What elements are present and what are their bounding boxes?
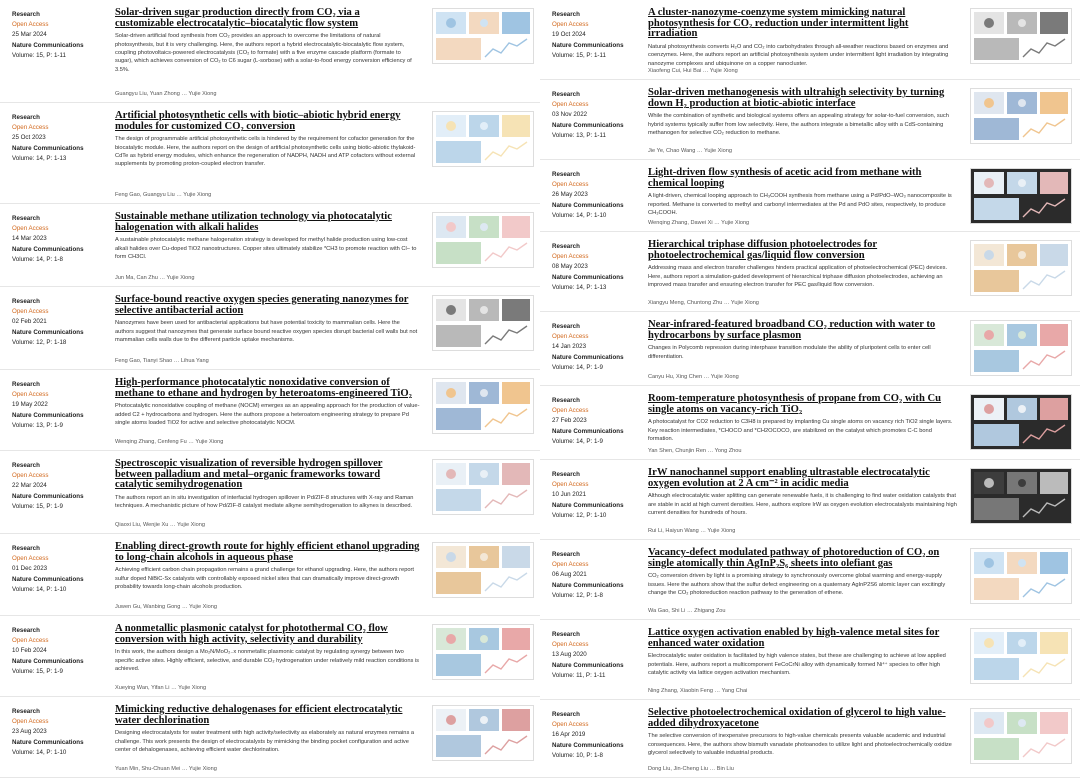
- article-title-link[interactable]: Sustainable methane utilization technology via photocatalytic halogenation with alkali halides: [115, 211, 392, 233]
- article-card: [540, 540, 1080, 620]
- article-authors: Qiaoxi Liu, Wenjie Xu … Yujie Xiong: [115, 522, 205, 528]
- open-access-label: Open Access: [552, 407, 589, 415]
- article-type: Research: [552, 631, 580, 638]
- open-access-label: Open Access: [12, 21, 49, 29]
- article-title-link[interactable]: Lattice oxygen activation enabled by high-valence metal sites for enhanced water oxidation: [648, 627, 940, 649]
- publication-date: 02 Feb 2021: [12, 318, 47, 326]
- article-description: Although electrocatalytic water splitting can generate renewable fuels, it is challenging to find water oxidation catalysts that are stable in acid at high current densities. Here, authors explore IrW as oxygen evolution electrocatalysts maintaining high current densities for hundreds of hours.: [648, 493, 957, 516]
- open-access-label: Open Access: [552, 721, 589, 729]
- article-authors: Canyu Hu, Xing Chen … Yujie Xiong: [648, 374, 739, 380]
- article-content: [648, 548, 958, 597]
- article-content: [648, 468, 958, 517]
- article-authors: Yuan Min, Shu-Chuan Mei … Yujie Xiong: [115, 766, 217, 772]
- article-card: [540, 460, 1080, 540]
- article-thumbnail[interactable]: [432, 705, 534, 761]
- article-title-link[interactable]: A cluster-nanozyme-coenzyme system mimicking natural photosynthesis for CO₂ reduction under intermittent light irradiation: [648, 7, 909, 40]
- article-meta: [552, 170, 647, 221]
- article-thumbnail[interactable]: [970, 708, 1072, 764]
- article-authors: Xiangyu Meng, Chuntong Zhu … Yujie Xiong: [648, 300, 759, 306]
- open-access-label: Open Access: [552, 21, 589, 29]
- publication-date: 10 Feb 2024: [12, 647, 47, 655]
- article-card: [540, 160, 1080, 232]
- publication-date: 22 Mar 2024: [12, 482, 47, 490]
- article-title-link[interactable]: Near-infrared-featured broadband CO₂ reduction with water to hydrocarbons by surface plasmon: [648, 319, 936, 341]
- article-title-link[interactable]: Enabling direct-growth route for highly efficient ethanol upgrading to long-chain alcohols in aqueous phase: [115, 541, 420, 563]
- article-title-link[interactable]: Room-temperature photosynthesis of propane from CO₂ with Cu single atoms on vacancy-rich TiO₂: [648, 393, 942, 415]
- article-description: A light-driven, chemical looping approach to CH₃COOH synthesis from methane using a Pd/PdO–WO₃ nanocomposite is reported. Methane is converted to methyl and carbonyl intermediates at the Pd and PdO sites, respectively, to produce CH₃COOH.: [648, 193, 952, 216]
- article-thumbnail[interactable]: [970, 548, 1072, 604]
- article-authors: Xueying Wan, Yifan Li … Yujie Xiong: [115, 685, 207, 691]
- article-meta: [552, 396, 647, 447]
- article-title-link[interactable]: Light-driven flow synthesis of acetic acid from methane with chemical looping: [648, 167, 922, 189]
- article-content: [648, 708, 958, 757]
- publication-date: 19 May 2022: [12, 401, 48, 409]
- article-meta: [552, 242, 647, 293]
- article-meta: [552, 10, 647, 61]
- article-type: Research: [552, 711, 580, 718]
- article-authors: Wa Gao, Shi Li … Zhigang Zou: [648, 608, 726, 614]
- article-title-link[interactable]: A nonmetallic plasmonic catalyst for photothermal CO₂ flow conversion with high activity, selectivity and durability: [115, 623, 388, 645]
- article-title-link[interactable]: Hierarchical triphase diffusion photoelectrodes for photoelectrochemical gas/liquid flow conversion: [648, 239, 878, 261]
- article-card: [0, 697, 540, 778]
- article-type: Research: [12, 462, 40, 469]
- article-type: Research: [552, 471, 580, 478]
- article-type: Research: [552, 397, 580, 404]
- article-meta: [12, 544, 107, 595]
- journal-name: Nature Communications: [12, 492, 84, 500]
- article-description: CO₂ conversion driven by light is a promising strategy to synchronously overcome global warming and energy-supply issues. Here the authors show that the sulfur defect engineering on a quaternary AgInP2S6 atomic layer can excitingly change the CO₂ photoreduction reaction pathway to the generation of ethene.: [648, 573, 946, 596]
- article-card: [540, 620, 1080, 700]
- article-description: The design of programmable artificial photosynthetic cells is hindered by the requirement for cofactor generation for the biocatalytic module. Here, the authors report on the design of artificial photosynthetic cells using biotic-abiotic thylakoid-CdTe as hybrid energy modules, which enhance the regeneration of NADPH, NADH and ATP cofactors without external supplements by promoting proton-coupled electron transfer.: [115, 136, 416, 168]
- article-description: While the combination of synthetic and biological systems offers an appealing strategy for solar-to-fuel conversion, such hybrid systems typically suffer from low selectivity. Here, the authors integrate a bimetallic alloy with a CdS-containing methanogen for selective CO₂ reduction to methane.: [648, 113, 949, 136]
- volume-pages: Volume: 13, P: 1-9: [12, 421, 63, 429]
- article-authors: Juwen Gu, Wanbing Gong … Yujie Xiong: [115, 604, 217, 610]
- open-access-label: Open Access: [12, 225, 49, 233]
- journal-name: Nature Communications: [12, 657, 84, 665]
- article-type: Research: [552, 11, 580, 18]
- journal-name: Nature Communications: [552, 121, 624, 129]
- article-meta: [552, 322, 647, 373]
- article-type: Research: [552, 243, 580, 250]
- article-authors: Jie Ye, Chao Wang … Yujie Xiong: [648, 148, 732, 154]
- article-card: [540, 386, 1080, 460]
- article-authors: Feng Gao, Tianyi Shao … Lihua Yang: [115, 358, 209, 364]
- open-access-label: Open Access: [552, 181, 589, 189]
- right-column: [540, 0, 1080, 778]
- open-access-label: Open Access: [12, 391, 49, 399]
- article-card: [0, 370, 540, 451]
- article-thumbnail[interactable]: [432, 624, 534, 680]
- publication-date: 03 Nov 2022: [552, 111, 588, 119]
- article-thumbnail[interactable]: [432, 212, 534, 268]
- article-description: Addressing mass and electron transfer challenges hinders practical application of photoelectrochemical (PEC) devices. Here, authors report a simulation-guided development of hierarchical triphase diffusion photoelectrodes, achieving an improved mass transfer and ensuring electron transfer for PEC gas/liquid flow conversion.: [648, 265, 948, 288]
- article-description: Designing electrocatalysts for water treatment with high activity/selectivity as elaborately as natural enzymes remains a challenge. This work presents the design of electrocatalysts by mimicking the binding pocket configuration and active center of dehalogenases, achieving efficient water dechlorination.: [115, 730, 415, 753]
- publication-date: 27 Feb 2023: [552, 417, 587, 425]
- open-access-label: Open Access: [552, 253, 589, 261]
- journal-name: Nature Communications: [552, 41, 624, 49]
- journal-name: Nature Communications: [552, 501, 624, 509]
- article-content: [648, 168, 958, 217]
- article-description: Solar-driven artificial food synthesis from CO₂ provides an approach to overcome the limitations of natural photosynthesis, but it is very challenging. Here, the authors report a hybrid electrocatalytic-biocatalytic flow system, coupling photovoltaics-powered electrocatalysis (CO₂ to formate) with a five enzyme cascade platform (formate to sugar), which achieves conversion of CO₂ to C6 sugar (L-sorbose) with a solar-to-food energy conversion efficiency of 3.5%.: [115, 33, 412, 73]
- article-title-link[interactable]: Selective photoelectrochemical oxidation of glycerol to high value-added dihydroxyacetone: [648, 707, 946, 729]
- article-meta: [552, 710, 647, 761]
- article-description: Natural photosynthesis converts H₂O and CO₂ into carbohydrates through all-weather reactions based on enzymes and coenzymes. Here, the authors report an artificial photosynthesis system under intermittent light irradiation by integrating nanozyme complexes and ubiquinone on a copper nanocluster.: [648, 43, 949, 67]
- article-thumbnail[interactable]: [970, 240, 1072, 296]
- article-type: Research: [552, 91, 580, 98]
- article-thumbnail[interactable]: [432, 378, 534, 434]
- article-content: [115, 459, 420, 511]
- article-content: [648, 88, 958, 137]
- article-card: [540, 80, 1080, 160]
- volume-pages: Volume: 14, P: 1-10: [12, 748, 67, 756]
- publication-date: 06 Aug 2021: [552, 571, 587, 579]
- article-card: [0, 534, 540, 616]
- article-description: Photocatalytic nonoxidative coupling of methane (NOCM) emerges as an appealing approach for the production of value-added C2 + hydrocarbons and hydrogen. Here the authors propose a heteroatom engineering strategy to prepare Pd single atoms loaded TiO2 for active and selective photocatalytic NOCM.: [115, 403, 420, 426]
- article-description: Nanozymes have been used for antibacterial applications but have potential toxicity to mammalian cells. Here the authors suggest that nanozymes that generate surface bound reactive oxygen species disrupt bacterial cell walls but not mammalian cells walls due to the different particle uptake mechanisms.: [115, 320, 418, 343]
- article-authors: Jun Ma, Can Zhu … Yujie Xiong: [115, 275, 195, 281]
- article-authors: Xiaofeng Cui, Hui Bai … Yujie Xiong: [648, 68, 738, 74]
- article-type: Research: [12, 114, 40, 121]
- publication-date: 16 Apr 2019: [552, 731, 586, 739]
- article-card: [0, 287, 540, 370]
- article-title-link[interactable]: Spectroscopic visualization of reversible hydrogen spillover between palladium and metal–organic frameworks toward catalytic semihydrogenation: [115, 458, 383, 491]
- article-authors: Guangyu Liu, Yuan Zhong … Yujie Xiong: [115, 91, 217, 97]
- volume-pages: Volume: 12, P: 1-18: [12, 338, 67, 346]
- article-content: [115, 111, 420, 169]
- article-card: [540, 312, 1080, 386]
- article-meta: [12, 297, 107, 348]
- article-authors: Dong Liu, Jin-Cheng Liu … Bin Liu: [648, 766, 734, 772]
- article-authors: Rui Li, Haiyun Wang … Yujie Xiong: [648, 528, 736, 534]
- journal-name: Nature Communications: [12, 41, 84, 49]
- open-access-label: Open Access: [552, 641, 589, 649]
- open-access-label: Open Access: [12, 555, 49, 563]
- article-content: [648, 240, 958, 289]
- open-access-label: Open Access: [12, 124, 49, 132]
- article-thumbnail[interactable]: [432, 542, 534, 598]
- open-access-label: Open Access: [12, 637, 49, 645]
- article-title-link[interactable]: Solar-driven sugar production directly from CO₂ via a customizable electrocatalytic–biocatalytic flow system: [115, 7, 360, 29]
- article-authors: Wenqing Zhang, Dawei Xi … Yujie Xiong: [648, 220, 750, 226]
- article-card: [540, 700, 1080, 778]
- article-content: [648, 394, 958, 443]
- volume-pages: Volume: 12, P: 1-8: [552, 591, 603, 599]
- article-authors: Wenqing Zhang, Cenfeng Fu … Yujie Xiong: [115, 439, 224, 445]
- article-content: [115, 624, 420, 673]
- article-content: [648, 8, 958, 68]
- article-thumbnail[interactable]: [970, 168, 1072, 224]
- article-thumbnail[interactable]: [432, 459, 534, 515]
- article-content: [115, 8, 420, 74]
- volume-pages: Volume: 15, P: 1-9: [12, 667, 63, 675]
- volume-pages: Volume: 14, P: 1-9: [552, 437, 603, 445]
- journal-name: Nature Communications: [552, 741, 624, 749]
- volume-pages: Volume: 13, P: 1-11: [552, 131, 606, 139]
- article-title-link[interactable]: Surface-bound reactive oxygen species generating nanozymes for selective antibacterial action: [115, 294, 409, 316]
- article-card: [0, 204, 540, 287]
- article-title-link[interactable]: Mimicking reductive dehalogenases for efficient electrocatalytic water dechlorination: [115, 704, 403, 726]
- open-access-label: Open Access: [12, 472, 49, 480]
- article-meta: [552, 630, 647, 681]
- publication-date: 26 May 2023: [552, 191, 588, 199]
- article-card: [0, 0, 540, 103]
- article-thumbnail[interactable]: [970, 88, 1072, 144]
- article-description: The authors report an in situ investigation of interfacial hydrogen spillover in Pd/ZIF-8 structures with X-ray and Raman techniques. A mechanistic picture of how Pd/ZIF-8 catalyst mediate alkyne semihydrogenation to alkynes is described.: [115, 494, 414, 510]
- publication-date: 14 Mar 2023: [12, 235, 47, 243]
- article-content: [115, 705, 420, 754]
- article-meta: [552, 90, 647, 141]
- article-title-link[interactable]: Artificial photosynthetic cells with biotic–abiotic hybrid energy modules for customized CO₂ conversion: [115, 110, 401, 132]
- article-description: Changes in Polycomb repression during interphase transition modulate the ability of pluripotent cells to enter cell differentiation.: [648, 345, 931, 360]
- article-type: Research: [12, 545, 40, 552]
- article-meta: [12, 214, 107, 265]
- article-meta: [552, 470, 647, 521]
- article-content: [115, 542, 420, 591]
- article-card: [0, 616, 540, 697]
- journal-name: Nature Communications: [552, 581, 624, 589]
- journal-name: Nature Communications: [552, 661, 624, 669]
- article-content: [115, 295, 420, 344]
- article-meta: [12, 707, 107, 758]
- article-thumbnail[interactable]: [432, 8, 534, 64]
- article-description: A sustainable photocatalytic methane halogenation strategy is developed for methyl halide production using low-cost alkali halides over Cu-doped TiO2 nanostructures. Copper sites ultimately stabilize *CH3 to promote reaction with Cl− to form CH3Cl.: [115, 237, 417, 260]
- article-card: [540, 0, 1080, 80]
- article-description: In this work, the authors design a Mo₂N/MoO₂₋x nonmetallic plasmonic catalyst by regulating synergy between two specific active sites. Highly efficient, selective, and durable CO₂ hydrogenation under relatively mild reaction conditions is achieved.: [115, 649, 420, 672]
- article-type: Research: [12, 11, 40, 18]
- article-thumbnail[interactable]: [432, 295, 534, 351]
- publication-date: 23 Aug 2023: [12, 728, 47, 736]
- article-thumbnail[interactable]: [970, 320, 1072, 376]
- article-card: [540, 232, 1080, 312]
- publication-date: 10 Jun 2021: [552, 491, 587, 499]
- journal-name: Nature Communications: [12, 144, 84, 152]
- publication-date: 14 Jan 2023: [552, 343, 587, 351]
- volume-pages: Volume: 15, P: 1-9: [12, 502, 63, 510]
- article-card: [0, 451, 540, 534]
- publication-date: 01 Dec 2023: [12, 565, 48, 573]
- article-authors: Feng Gao, Guangyu Liu … Yujie Xiong: [115, 192, 212, 198]
- article-thumbnail[interactable]: [432, 111, 534, 167]
- article-content: [648, 320, 958, 361]
- article-authors: Ning Zhang, Xiaobin Feng … Yang Chai: [648, 688, 748, 694]
- journal-name: Nature Communications: [552, 427, 624, 435]
- volume-pages: Volume: 15, P: 1-11: [552, 51, 606, 59]
- article-title-link[interactable]: High-performance photocatalytic nonoxidative conversion of methane to ethane and hydrogen by heteroatoms-engineered TiO₂: [115, 377, 412, 399]
- article-type: Research: [12, 708, 40, 715]
- article-thumbnail[interactable]: [970, 468, 1072, 524]
- article-description: A photocatalyst for CO2 reduction to C3H8 is prepared by implanting Cu single atoms on vacancy rich TiO2 single layers. Key reaction intermediates, *CHOCO and *CH2OCOCO, are stabilized on the catalyst which promotes C-C bond formation.: [648, 419, 953, 442]
- article-type: Research: [552, 171, 580, 178]
- publication-date: 25 Mar 2024: [12, 31, 47, 39]
- article-meta: [12, 626, 107, 677]
- article-card: [0, 103, 540, 204]
- volume-pages: Volume: 14, P: 1-8: [12, 255, 63, 263]
- volume-pages: Volume: 14, P: 1-9: [552, 363, 603, 371]
- open-access-label: Open Access: [552, 101, 589, 109]
- volume-pages: Volume: 14, P: 1-13: [552, 283, 607, 291]
- volume-pages: Volume: 14, P: 1-10: [12, 585, 67, 593]
- article-description: Electrocatalytic water oxidation is facilitated by high valence states, but these are challenging to achieve at low applied potentials. Here, authors report a multicomponent FeCoCrNi alloy with dynamically formed Ni⁴⁺ species to offer high catalytic activity via lattice oxygen activation mechanism.: [648, 653, 946, 676]
- article-meta: [12, 461, 107, 512]
- article-description: The selective conversion of inexpensive precursors to high-value chemicals presents valuable academic and industrial consequences. Here, the authors show bismuth vanadate photoanodes to utilize light and photoelectrochemically oxidize glycerol selectively to valuable industrial products.: [648, 733, 952, 756]
- open-access-label: Open Access: [12, 308, 49, 316]
- publication-date: 25 Oct 2023: [12, 134, 46, 142]
- article-title-link[interactable]: Solar-driven methanogenesis with ultrahigh selectivity by turning down H₂ production at biotic-abiotic interface: [648, 87, 945, 109]
- article-meta: [12, 10, 107, 61]
- open-access-label: Open Access: [552, 481, 589, 489]
- article-content: [115, 378, 420, 427]
- article-meta: [12, 380, 107, 431]
- volume-pages: Volume: 10, P: 1-8: [552, 751, 603, 759]
- open-access-label: Open Access: [12, 718, 49, 726]
- article-type: Research: [12, 381, 40, 388]
- article-content: [648, 628, 958, 677]
- journal-name: Nature Communications: [552, 353, 624, 361]
- article-thumbnail[interactable]: [970, 8, 1072, 64]
- article-title-link[interactable]: IrW nanochannel support enabling ultrastable electrocatalytic oxygen evolution at 2 A cm⁻² in acidic media: [648, 467, 930, 489]
- open-access-label: Open Access: [552, 333, 589, 341]
- article-description: Achieving efficient carbon chain propagation remains a grand challenge for ethanol upgrading. Here, the authors report sulfur doped NiBiC-Sx catalysts with controllably exposed nickel sites that can dramatically improve direct-growth probability towards long-chain alcohols production.: [115, 567, 414, 590]
- volume-pages: Volume: 14, P: 1-13: [12, 154, 67, 162]
- article-title-link[interactable]: Vacancy-defect modulated pathway of photoreduction of CO₂ on single atomically thin AgInP₂S₆ sheets into olefiant gas: [648, 547, 940, 569]
- journal-name: Nature Communications: [552, 273, 624, 281]
- publication-date: 19 Oct 2024: [552, 31, 586, 39]
- article-type: Research: [12, 215, 40, 222]
- journal-name: Nature Communications: [12, 328, 84, 336]
- article-thumbnail[interactable]: [970, 628, 1072, 684]
- article-meta: [552, 550, 647, 601]
- volume-pages: Volume: 14, P: 1-10: [552, 211, 607, 219]
- article-type: Research: [552, 323, 580, 330]
- article-thumbnail[interactable]: [970, 394, 1072, 450]
- article-meta: [12, 113, 107, 164]
- journal-name: Nature Communications: [12, 738, 84, 746]
- journal-name: Nature Communications: [12, 575, 84, 583]
- volume-pages: Volume: 15, P: 1-11: [12, 51, 66, 59]
- open-access-label: Open Access: [552, 561, 589, 569]
- journal-name: Nature Communications: [552, 201, 624, 209]
- publication-date: 08 May 2023: [552, 263, 588, 271]
- article-content: [115, 212, 420, 261]
- article-type: Research: [12, 298, 40, 305]
- article-type: Research: [552, 551, 580, 558]
- journal-name: Nature Communications: [12, 411, 84, 419]
- publication-date: 13 Aug 2020: [552, 651, 587, 659]
- journal-name: Nature Communications: [12, 245, 84, 253]
- volume-pages: Volume: 11, P: 1-11: [552, 671, 606, 679]
- article-type: Research: [12, 627, 40, 634]
- volume-pages: Volume: 12, P: 1-10: [552, 511, 607, 519]
- article-authors: Yan Shen, Chunjin Ren … Yong Zhou: [648, 448, 742, 454]
